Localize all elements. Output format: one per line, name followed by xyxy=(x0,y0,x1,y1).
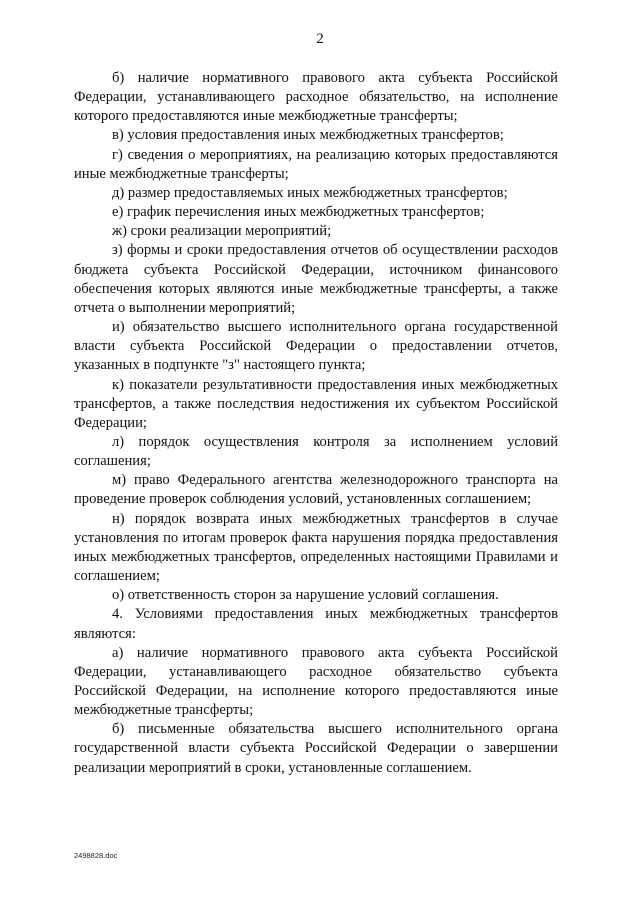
paragraph-l-control: л) порядок осуществления контроля за исполнением условий соглашения; xyxy=(74,433,558,470)
paragraph-o-responsibility: о) ответственность сторон за нарушение условий соглашения. xyxy=(112,587,499,604)
paragraph-v-conditions: в) условия предоставления иных межбюджетных трансфертов; xyxy=(112,127,504,144)
paragraph-k-performance-indicators: к) показатели результативности предоставления иных межбюджетных трансфертов, а также последствия недостижения их субъектом Российской Федерации; xyxy=(74,376,558,431)
paragraph-d-transfer-amount: д) размер предоставляемых иных межбюджетных трансфертов; xyxy=(112,184,508,201)
paragraph-g-events-info: г) сведения о мероприятиях, на реализацию которых предоставляются иные межбюджетные трансферты; xyxy=(74,146,558,182)
paragraph-n-refund: н) порядок возврата иных межбюджетных трансфертов в случае установления по итогам проверок факта нарушения порядка предоставления иных межбюджетных трансфертов, определенных настоящими Правилами и соглашением; xyxy=(74,510,558,585)
page-number: 2 xyxy=(316,31,324,47)
paragraph-e-transfer-schedule: е) график перечисления иных межбюджетных трансфертов; xyxy=(112,204,485,221)
paragraph-4-conditions: 4. Условиями предоставления иных межбюджетных трансфертов являются: xyxy=(74,606,558,642)
paragraph-b-written-obligations: б) письменные обязательства высшего исполнительного органа государственной власти субъекта Российской Федерации о завершении реализации мероприятий в сроки, установленные соглашением. xyxy=(74,721,558,776)
document-body xyxy=(74,69,558,778)
paragraph-zh-deadlines: ж) сроки реализации мероприятий; xyxy=(112,223,332,240)
paragraph-m-inspection-right: м) право Федерального агентства железнодорожного транспорта на проведение проверок соблюдения условий, установленных соглашением; xyxy=(74,472,558,508)
document-file-code: 2498828.doc xyxy=(74,851,118,860)
paragraph-z-reporting: з) формы и сроки предоставления отчетов об осуществлении расходов бюджета субъекта Российской Федерации, источником финансового обеспечения которых являются иные межбюджетные трансферты, а также отчета о выполнении мероприятий; xyxy=(74,242,558,316)
paragraph-a-normative-act: а) наличие нормативного правового акта субъекта Российской Федерации, устанавливающего расходное обязательство субъекта Российской Федерации, на исполнение которого предоставляются иные межбюджетные трансферты; xyxy=(74,644,558,719)
paragraph-i-obligation: и) обязательство высшего исполнительного органа государственной власти субъекта Российской Федерации о предоставлении отчетов, указанных в подпункте "з" настоящего пункта; xyxy=(74,319,558,374)
paragraph-b-normative-act: б) наличие нормативного правового акта субъекта Российской Федерации, устанавливающего расходное обязательство, на исполнение которого предоставляются иные межбюджетные трансферты; xyxy=(74,70,558,125)
